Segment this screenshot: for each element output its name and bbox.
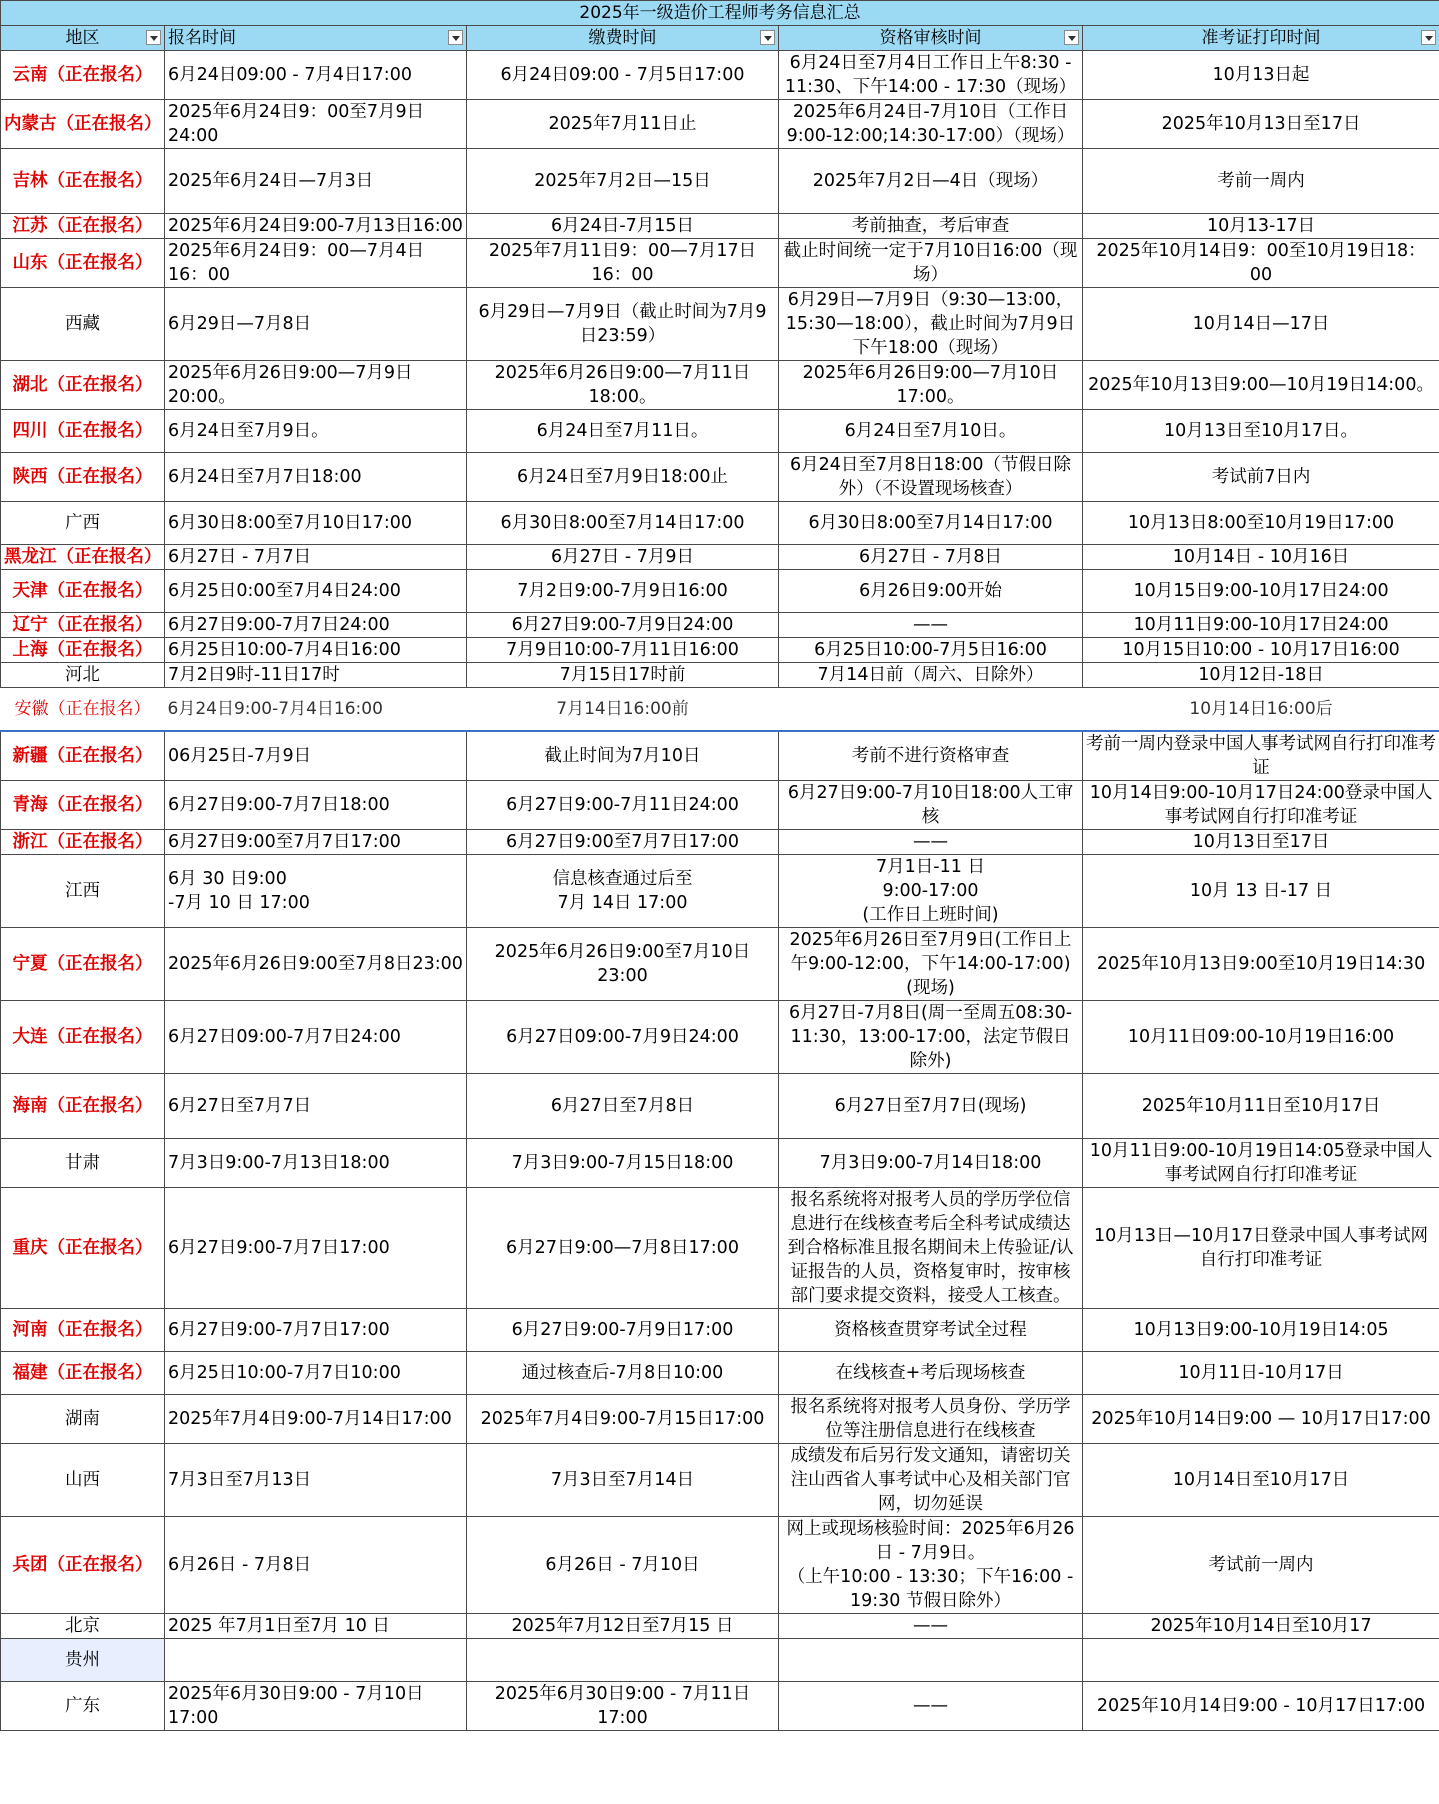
region-cell: 吉林（正在报名） (1, 149, 165, 214)
table-row (1, 1613, 1439, 1638)
table-row (1, 927, 1439, 1000)
payment-time-cell: 通过核查后-7月8日10:00 (467, 1351, 779, 1394)
region-cell: 广西 (1, 502, 165, 545)
signup-time-cell: 6月27日09:00-7月7日24:00 (165, 1000, 467, 1073)
admit-card-time-cell: 2025年10月14日9:00 - 10月17日17:00 (1083, 1681, 1439, 1730)
table-row (1, 1443, 1439, 1516)
payment-time-cell: 7月9日10:00-7月11日16:00 (467, 638, 779, 663)
review-time-cell: 6月24日至7月4日工作日上午8:30 - 11:30、下午14:00 - 17:30（现场） (779, 51, 1083, 100)
payment-time-cell: 6月30日8:00至7月14日17:00 (467, 502, 779, 545)
table-row (1, 51, 1439, 100)
review-time-cell: 6月27日至7月7日(现场) (779, 1073, 1083, 1138)
payment-time-cell: 7月3日9:00-7月15日18:00 (467, 1138, 779, 1187)
region-cell: 兵团（正在报名） (1, 1516, 165, 1613)
header-row (1, 26, 1439, 51)
admit-card-time-cell: 10月14日至10月17日 (1083, 1443, 1439, 1516)
region-cell: 山西 (1, 1443, 165, 1516)
payment-time-cell: 7月2日9:00-7月9日16:00 (467, 570, 779, 613)
review-time-cell (779, 1638, 1083, 1681)
admit-card-time-cell: 10月13日8:00至10月19日17:00 (1083, 502, 1439, 545)
table-row (1, 638, 1439, 663)
admit-card-time-cell: 10月13日起 (1083, 51, 1439, 100)
region-cell: 湖南 (1, 1394, 165, 1443)
review-time-cell: 截止时间统一定于7月10日16:00（现场） (779, 239, 1083, 288)
review-time-cell: 网上或现场核验时间：2025年6月26日 - 7月9日。 （上午10:00 - 13:30；下午16:00 - 19:30 节假日除外） (779, 1516, 1083, 1613)
signup-time-cell (165, 1638, 467, 1681)
header-payment-time: 缴费时间 (467, 26, 779, 51)
signup-time-cell: 6月26日 - 7月8日 (165, 1516, 467, 1613)
review-time-cell: —— (779, 613, 1083, 638)
admit-card-time-cell: 10月14日 - 10月16日 (1083, 545, 1439, 570)
payment-time-cell: 6月27日9:00-7月9日17:00 (467, 1308, 779, 1351)
table-row (1, 239, 1439, 288)
table-row (1, 688, 1439, 731)
table-row (1, 410, 1439, 453)
region-cell: 青海（正在报名） (1, 780, 165, 829)
signup-time-cell: 7月3日至7月13日 (165, 1443, 467, 1516)
signup-time-cell: 6月27日至7月7日 (165, 1073, 467, 1138)
review-time-cell: 6月27日-7月8日(周一至周五08:30-11:30，13:00-17:00，法定节假日除外) (779, 1000, 1083, 1073)
payment-time-cell: 6月24日至7月11日。 (467, 410, 779, 453)
review-time-cell: 6月29日—7月9日（9:30—13:00，15:30—18:00），截止时间为7月9日下午18:00（现场） (779, 288, 1083, 361)
payment-time-cell: 6月27日9:00至7月7日17:00 (467, 829, 779, 854)
admit-card-time-cell: 10月14日9:00-10月17日24:00登录中国人事考试网自行打印准考证 (1083, 780, 1439, 829)
signup-time-cell: 7月2日9时-11日17时 (165, 663, 467, 688)
review-time-cell: 6月24日至7月8日18:00（节假日除外）（不设置现场核查） (779, 453, 1083, 502)
signup-time-cell: 2025年6月24日—7月3日 (165, 149, 467, 214)
region-cell: 甘肃 (1, 1138, 165, 1187)
header-region: 地区 (1, 26, 165, 51)
admit-card-time-cell (1083, 1638, 1439, 1681)
admit-card-time-cell: 10月13日至17日 (1083, 829, 1439, 854)
payment-time-cell: 7月3日至7月14日 (467, 1443, 779, 1516)
review-time-cell: 6月26日9:00开始 (779, 570, 1083, 613)
filter-dropdown-icon[interactable] (448, 30, 463, 45)
admit-card-time-cell: 考试前一周内 (1083, 1516, 1439, 1613)
signup-time-cell: 6月25日0:00至7月4日24:00 (165, 570, 467, 613)
payment-time-cell: 7月14日16:00前 (556, 698, 689, 719)
review-time-cell: 在线核查+考后现场核查 (779, 1351, 1083, 1394)
review-time-cell: 2025年6月24日-7月10日（工作日9:00-12:00;14:30-17:00）（现场） (779, 100, 1083, 149)
payment-time-cell: 6月26日 - 7月10日 (467, 1516, 779, 1613)
admit-card-time-cell: 10月15日10:00 - 10月17日16:00 (1083, 638, 1439, 663)
header-review-time: 资格审核时间 (779, 26, 1083, 51)
signup-time-cell: 2025年6月24日9：00至7月9日24:00 (165, 100, 467, 149)
admit-card-time-cell: 10月13日—10月17日登录中国人事考试网自行打印准考证 (1083, 1187, 1439, 1308)
review-time-cell: 报名系统将对报考人员身份、学历学位等注册信息进行在线核查 (779, 1394, 1083, 1443)
table-row (1, 780, 1439, 829)
header-signup-time: 报名时间 (165, 26, 467, 51)
signup-time-cell: 2025年6月26日9:00至7月8日23:00 (165, 927, 467, 1000)
review-time-cell: 6月30日8:00至7月14日17:00 (779, 502, 1083, 545)
table-row (1, 502, 1439, 545)
signup-time-cell: 6月 30 日9:00 -7月 10 日 17:00 (165, 854, 467, 927)
filter-dropdown-icon[interactable] (760, 30, 775, 45)
table-row (1, 1394, 1439, 1443)
review-time-cell: 2025年6月26日至7月9日(工作日上午9:00-12:00，下午14:00-17:00)(现场) (779, 927, 1083, 1000)
table-row (1, 663, 1439, 688)
region-cell: 西藏 (1, 288, 165, 361)
region-cell: 云南（正在报名） (1, 51, 165, 100)
signup-time-cell: 6月27日 - 7月7日 (165, 545, 467, 570)
review-time-cell: 7月14日前（周六、日除外） (779, 663, 1083, 688)
region-cell: 贵州 (1, 1638, 165, 1681)
region-cell: 宁夏（正在报名） (1, 927, 165, 1000)
signup-time-cell: 6月27日9:00-7月7日17:00 (165, 1187, 467, 1308)
review-time-cell: 7月3日9:00-7月14日18:00 (779, 1138, 1083, 1187)
table-row (1, 361, 1439, 410)
region-cell: 内蒙古（正在报名） (1, 100, 165, 149)
table-row (1, 453, 1439, 502)
admit-card-time-cell: 2025年10月13日9:00—10月19日14:00。 (1083, 361, 1439, 410)
table-row (1, 100, 1439, 149)
table-row (1, 1308, 1439, 1351)
filter-dropdown-icon[interactable] (146, 30, 161, 45)
signup-time-cell: 6月27日9:00至7月7日17:00 (165, 829, 467, 854)
payment-time-cell: 信息核查通过后至 7月 14日 17:00 (467, 854, 779, 927)
review-time-cell: 7月1日-11 日 9:00-17:00 (工作日上班时间) (779, 854, 1083, 927)
signup-time-cell: 2025 年7月1日至7月 10 日 (165, 1613, 467, 1638)
region-cell: 湖北（正在报名） (1, 361, 165, 410)
table-row (1, 1138, 1439, 1187)
payment-time-cell: 6月24日至7月9日18:00止 (467, 453, 779, 502)
table-row (1, 570, 1439, 613)
signup-time-cell: 6月27日9:00-7月7日17:00 (165, 1308, 467, 1351)
admit-card-time-cell: 2025年10月14日9：00至10月19日18：00 (1083, 239, 1439, 288)
review-time-cell: 6月27日 - 7月8日 (779, 545, 1083, 570)
review-time-cell: 考前抽查，考后审查 (779, 214, 1083, 239)
signup-time-cell: 2025年7月4日9:00-7月14日17:00 (165, 1394, 467, 1443)
region-cell: 海南（正在报名） (1, 1073, 165, 1138)
admit-card-time-cell: 10月11日09:00-10月19日16:00 (1083, 1000, 1439, 1073)
payment-time-cell: 6月27日至7月8日 (467, 1073, 779, 1138)
payment-time-cell: 6月27日9:00-7月11日24:00 (467, 780, 779, 829)
table-row (1, 1000, 1439, 1073)
region-cell: 天津（正在报名） (1, 570, 165, 613)
admit-card-time-cell: 10月11日-10月17日 (1083, 1351, 1439, 1394)
signup-time-cell: 6月24日至7月7日18:00 (165, 453, 467, 502)
payment-time-cell: 6月27日9:00-7月9日24:00 (467, 613, 779, 638)
filter-dropdown-icon[interactable] (1064, 30, 1079, 45)
review-time-cell: —— (779, 829, 1083, 854)
signup-time-cell: 2025年6月24日9:00-7月13日16:00 (165, 214, 467, 239)
region-cell: 重庆（正在报名） (1, 1187, 165, 1308)
payment-time-cell: 2025年7月4日9:00-7月15日17:00 (467, 1394, 779, 1443)
table-row (1, 288, 1439, 361)
filter-dropdown-icon[interactable] (1421, 30, 1436, 45)
signup-time-cell: 6月24日至7月9日。 (165, 410, 467, 453)
signup-time-cell: 6月27日9:00-7月7日24:00 (165, 613, 467, 638)
admit-card-time-cell: 考前一周内 (1083, 149, 1439, 214)
signup-time-cell: 6月24日9:00-7月4日16:00 (167, 698, 383, 719)
signup-time-cell: 2025年6月26日9:00—7月9日20:00。 (165, 361, 467, 410)
payment-time-cell: 6月27日9:00—7月8日17:00 (467, 1187, 779, 1308)
signup-time-cell: 7月3日9:00-7月13日18:00 (165, 1138, 467, 1187)
admit-card-time-cell: 10月13日9:00-10月19日14:05 (1083, 1308, 1439, 1351)
region-cell: 河北 (1, 663, 165, 688)
region-cell: 福建（正在报名） (1, 1351, 165, 1394)
region-cell: 浙江（正在报名） (1, 829, 165, 854)
review-time-cell: —— (779, 1681, 1083, 1730)
admit-card-time-cell: 2025年10月13日9:00至10月19日14:30 (1083, 927, 1439, 1000)
review-time-cell: 6月27日9:00-7月10日18:00人工审核 (779, 780, 1083, 829)
signup-time-cell: 2025年6月24日9：00—7月4日16：00 (165, 239, 467, 288)
payment-time-cell: 6月27日 - 7月9日 (467, 545, 779, 570)
table-row (1, 613, 1439, 638)
table-row (1, 854, 1439, 927)
table-title: 2025年一级造价工程师考务信息汇总 (1, 1, 1439, 26)
region-cell: 大连（正在报名） (1, 1000, 165, 1073)
title-row (1, 1, 1439, 26)
admit-card-time-cell: 10月13-17日 (1083, 214, 1439, 239)
payment-time-cell (467, 1638, 779, 1681)
payment-time-cell: 7月15日17时前 (467, 663, 779, 688)
signup-time-cell: 06月25日-7月9日 (165, 731, 467, 781)
signup-time-cell: 6月25日10:00-7月4日16:00 (165, 638, 467, 663)
admit-card-time-cell: 2025年10月11日至10月17日 (1083, 1073, 1439, 1138)
signup-time-cell: 6月25日10:00-7月7日10:00 (165, 1351, 467, 1394)
table-row (1, 1073, 1439, 1138)
region-cell: 上海（正在报名） (1, 638, 165, 663)
review-time-cell (779, 688, 1083, 731)
table-row (1, 1351, 1439, 1394)
table-row (1, 731, 1439, 781)
admit-card-time-cell: 10月11日9:00-10月19日14:05登录中国人事考试网自行打印准考证 (1083, 1138, 1439, 1187)
review-time-cell: 资格核查贯穿考试全过程 (779, 1308, 1083, 1351)
payment-time-cell: 2025年7月12日至7月15 日 (467, 1613, 779, 1638)
admit-card-time-cell: 10月15日9:00-10月17日24:00 (1083, 570, 1439, 613)
admit-card-time-cell: 2025年10月14日9:00 — 10月17日17:00 (1083, 1394, 1439, 1443)
payment-time-cell: 6月29日—7月9日（截止时间为7月9日23:59） (467, 288, 779, 361)
signup-time-cell: 2025年6月30日9:00 - 7月10日17:00 (165, 1681, 467, 1730)
payment-time-cell: 2025年7月11日止 (467, 100, 779, 149)
payment-time-cell: 2025年6月26日9:00至7月10日23:00 (467, 927, 779, 1000)
admit-card-time-cell: 10月14日—17日 (1083, 288, 1439, 361)
region-cell: 安徽（正在报名） (14, 698, 151, 719)
table-row (1, 214, 1439, 239)
table-row (1, 1516, 1439, 1613)
admit-card-time-cell: 考前一周内登录中国人事考试网自行打印准考证 (1083, 731, 1439, 781)
admit-card-time-cell: 10月11日9:00-10月17日24:00 (1083, 613, 1439, 638)
review-time-cell: 6月24日至7月10日。 (779, 410, 1083, 453)
admit-card-time-cell: 考试前7日内 (1083, 453, 1439, 502)
payment-time-cell: 6月24日-7月15日 (467, 214, 779, 239)
payment-time-cell: 6月27日09:00-7月9日24:00 (467, 1000, 779, 1073)
table-row (1, 829, 1439, 854)
signup-time-cell: 6月29日—7月8日 (165, 288, 467, 361)
admit-card-time-cell: 10月 13 日-17 日 (1083, 854, 1439, 927)
signup-time-cell: 6月30日8:00至7月10日17:00 (165, 502, 467, 545)
admit-card-time-cell: 10月13日至10月17日。 (1083, 410, 1439, 453)
payment-time-cell: 6月24日09:00 - 7月5日17:00 (467, 51, 779, 100)
region-cell: 黑龙江（正在报名） (1, 545, 165, 570)
table-row (1, 149, 1439, 214)
region-cell: 广东 (1, 1681, 165, 1730)
region-cell: 江西 (1, 854, 165, 927)
table-row (1, 545, 1439, 570)
region-cell: 辽宁（正在报名） (1, 613, 165, 638)
review-time-cell: 报名系统将对报考人员的学历学位信息进行在线核查考后全科考试成绩达到合格标准且报名期间未上传验证/认证报告的人员，资格复审时，按审核部门要求提交资料，接受人工核查。 (779, 1187, 1083, 1308)
signup-time-cell: 6月27日9:00-7月7日18:00 (165, 780, 467, 829)
review-time-cell: 成绩发布后另行发文通知，请密切关注山西省人事考试中心及相关部门官网，切勿延误 (779, 1443, 1083, 1516)
payment-time-cell: 2025年6月30日9:00 - 7月11日17:00 (467, 1681, 779, 1730)
header-admit-card-time: 准考证打印时间 (1083, 26, 1439, 51)
region-cell: 山东（正在报名） (1, 239, 165, 288)
signup-time-cell: 6月24日09:00 - 7月4日17:00 (165, 51, 467, 100)
payment-time-cell: 截止时间为7月10日 (467, 731, 779, 781)
table-row (1, 1681, 1439, 1730)
admit-card-time-cell: 10月12日-18日 (1083, 663, 1439, 688)
region-cell: 陕西（正在报名） (1, 453, 165, 502)
region-cell: 北京 (1, 1613, 165, 1638)
review-time-cell: 2025年6月26日9:00—7月10日17:00。 (779, 361, 1083, 410)
region-cell: 四川（正在报名） (1, 410, 165, 453)
admit-card-time-cell: 2025年10月14日至10月17 (1083, 1613, 1439, 1638)
payment-time-cell: 2025年6月26日9:00—7月11日18:00。 (467, 361, 779, 410)
table-row (1, 1187, 1439, 1308)
review-time-cell: 6月25日10:00-7月5日16:00 (779, 638, 1083, 663)
admit-card-time-cell: 2025年10月13日至17日 (1083, 100, 1439, 149)
region-cell: 新疆（正在报名） (1, 731, 165, 781)
review-time-cell: —— (779, 1613, 1083, 1638)
review-time-cell: 2025年7月2日—4日（现场） (779, 149, 1083, 214)
table-row (1, 1638, 1439, 1681)
region-cell: 河南（正在报名） (1, 1308, 165, 1351)
payment-time-cell: 2025年7月11日9：00—7月17日16：00 (467, 239, 779, 288)
payment-time-cell: 2025年7月2日—15日 (467, 149, 779, 214)
review-time-cell: 考前不进行资格审查 (779, 731, 1083, 781)
region-cell: 江苏（正在报名） (1, 214, 165, 239)
admit-card-time-cell: 10月14日16:00后 (1189, 698, 1333, 719)
